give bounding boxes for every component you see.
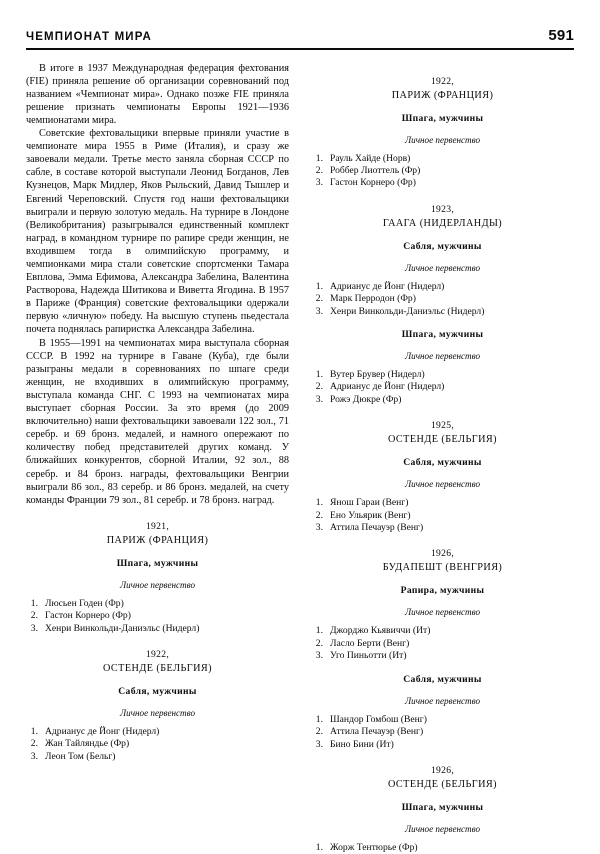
result-name: Шандор Гомбош (Венг) — [330, 713, 427, 725]
result-rank: 1. — [315, 369, 323, 381]
result-rank: 3. — [30, 622, 38, 634]
result-row — [311, 177, 574, 189]
weapon-heading: Сабля, мужчины — [403, 673, 482, 685]
results-list — [311, 369, 574, 406]
result-row — [311, 650, 574, 662]
results-list — [311, 281, 574, 318]
event-city: ГААГА (НИДЕРЛАНДЫ) — [382, 217, 503, 229]
result-row — [311, 726, 574, 738]
result-rank: 2. — [315, 381, 323, 393]
two-column-body — [26, 62, 574, 854]
result-rank: 3. — [315, 177, 323, 189]
body-paragraph: В 1955—1991 на чемпионатах мира выступала сборная СССР. В 1992 на турнире в Гаване (Куба), где были разыграны медали в соревнованиях по шпаге среди женщин, не входивших в олимпийскую программу, выступала команда СНГ. С 1993 на чемпионатах мира выступает сборная России. За это время (до 2009 включительно) наши фехтовальщики завоевали 122 зол., 71 серебр. и 69 бронз. медалей, и намного опережают по количеству побед представителей других команд. У ближайших конкурентов, сборной Италии, 92 зол., 88 серебр. и 84 бронз. награды, фехтовальщики Венгрии выиграли 86 зол., 83 серебр. и 86 бронз. медалей, на счету команды Франции 79 зол., 81 серебр. и 78 бронз. наград. — [26, 337, 289, 506]
result-row — [311, 165, 574, 177]
result-row — [311, 497, 574, 509]
result-name: Джорджо Кьявиччи (Ит) — [330, 625, 431, 637]
weapon-heading: Шпага, мужчины — [401, 801, 484, 813]
result-rank: 3. — [315, 738, 323, 750]
results-list — [311, 625, 574, 662]
result-name: Жан Тайляндье (Фр) — [45, 738, 130, 750]
event-year: 1922, — [430, 75, 455, 87]
contest-type-heading: Личное первенство — [404, 262, 480, 273]
result-row — [311, 293, 574, 305]
result-name: Аттила Печауэр (Венг) — [330, 522, 424, 534]
result-name: Аттила Печауэр (Венг) — [330, 726, 424, 738]
event-city: ОСТЕНДЕ (БЕЛЬГИЯ) — [103, 663, 212, 674]
event-year: 1922, — [145, 649, 170, 660]
event-heading — [311, 548, 574, 574]
contest-type-heading: Личное первенство — [404, 351, 480, 362]
result-rank: 2. — [30, 738, 38, 750]
result-row — [311, 369, 574, 381]
contest-type-heading: Личное первенство — [404, 479, 480, 490]
result-rank: 3. — [315, 650, 323, 662]
result-name: Леон Том (Бельг) — [45, 750, 116, 762]
result-name: Уго Пиньотти (Ит) — [330, 650, 407, 662]
result-name: Гастон Корнеро (Фр) — [45, 610, 131, 622]
result-rank: 1. — [315, 497, 323, 509]
results-list — [26, 598, 289, 635]
result-rank: 2. — [315, 726, 323, 738]
result-row — [26, 598, 289, 610]
page-number: 591 — [548, 27, 574, 44]
result-name: Рауль Хайде (Норв) — [330, 152, 411, 164]
result-name: Роббер Лиоттель (Фр) — [330, 165, 421, 176]
result-rank: 1. — [30, 597, 38, 609]
event-city: ПАРИЖ (ФРАНЦИЯ) — [391, 89, 494, 101]
weapon-heading: Сабля, мужчины — [403, 240, 482, 252]
result-row — [26, 738, 289, 750]
event-year: 1926, — [430, 764, 455, 776]
result-row — [311, 522, 574, 534]
results-list — [311, 842, 574, 854]
result-name: Жорж Тентюрье (Фр) — [330, 841, 418, 853]
result-rank: 3. — [30, 750, 38, 762]
result-rank: 1. — [315, 152, 323, 164]
result-name: Рожэ Дюкре (Фр) — [330, 393, 402, 405]
result-row — [311, 625, 574, 637]
event-city: ОСТЕНДЕ (БЕЛЬГИЯ) — [388, 434, 497, 446]
result-rank: 3. — [315, 393, 323, 405]
result-rank: 2. — [315, 165, 323, 176]
contest-type-heading: Личное первенство — [404, 695, 480, 706]
contest-type-heading: Личное первенство — [119, 579, 195, 590]
event-year: 1926, — [430, 548, 455, 560]
result-name: Хенри Винкольди-Даниэльс (Нидерл) — [330, 305, 485, 317]
result-name: Ено Ульярик (Венг) — [330, 509, 411, 521]
result-rank: 1. — [30, 726, 38, 737]
contest-type-heading: Личное первенство — [404, 607, 480, 618]
result-name: Вутер Брувер (Нидерл) — [330, 369, 425, 381]
result-row — [26, 751, 289, 763]
event-year: 1921, — [145, 520, 170, 532]
results-list — [311, 153, 574, 190]
result-row — [26, 623, 289, 635]
result-rank: 1. — [315, 713, 323, 725]
right-column — [311, 62, 574, 854]
weapon-heading: Рапира, мужчины — [400, 585, 485, 597]
event-city: БУДАПЕШТ (ВЕНГРИЯ) — [382, 562, 503, 574]
event-city: ПАРИЖ (ФРАНЦИЯ) — [106, 534, 209, 546]
header-divider — [26, 48, 574, 50]
result-row — [311, 153, 574, 165]
weapon-heading: Шпага, мужчины — [116, 557, 199, 569]
result-row — [311, 394, 574, 406]
event-heading — [26, 649, 289, 675]
result-row — [311, 281, 574, 293]
result-rank: 2. — [315, 509, 323, 521]
body-paragraph: В итоге в 1937 Международная федерация фехтования (FIE) приняла решение об организации соревнований под названием «Чемпионат мира». Однако позже FIE приняла решение признать чемпионаты Европы 1921—1936 чемпионатами мира. — [26, 62, 289, 126]
result-name: Гастон Корнеро (Фр) — [330, 177, 416, 189]
result-row — [311, 510, 574, 522]
weapon-heading: Сабля, мужчины — [118, 686, 197, 697]
event-heading — [26, 521, 289, 547]
result-row — [311, 638, 574, 650]
result-name: Марк Перродон (Фр) — [330, 293, 416, 305]
result-rank: 1. — [315, 841, 323, 853]
event-city: ОСТЕНДЕ (БЕЛЬГИЯ) — [388, 778, 497, 790]
result-name: Адрианус де Йонг (Нидерл) — [330, 280, 445, 292]
result-rank: 1. — [315, 625, 323, 637]
result-rank: 3. — [315, 305, 323, 317]
contest-type-heading: Личное первенство — [404, 823, 480, 834]
body-paragraph: Советские фехтовальщики впервые приняли участие в чемпионате мира 1955 в Риме (Италия), и сразу же завоевали медали. Третье место заняла сборная СССР по сабле, в составе которой выступали Леонид Богданов, Лев Кузнецов, Марк Мидлер, Яков Рыльский, Давид Тышлер и Евгений Череповский. Спустя год наши фехтовальщики выиграли и первую золотую медаль. На турнире в Лондоне (Великобритания) разыгрывался единственный комплект наград, в командном турнире по рапире среди женщин, не входившем тогда в олимпийскую программу, и чемпионками мира стали советские спортсменки Тамара Евплова, Эмма Ефимова, Александра Забелина, Валентина Растворова, Надежда Шитикова и Виветта Ягодина. В 1957 в Париже (Франция) советские фехтовальщики одержали первую «личную» победу. На высшую ступень пьедестала почета поднялась рапиристка Александра Забелина. — [26, 128, 289, 336]
left-column — [26, 62, 289, 764]
result-name: Ласло Берти (Венг) — [330, 637, 410, 649]
result-row — [311, 739, 574, 751]
contest-type-heading: Личное первенство — [119, 708, 195, 718]
page-title: ЧЕМПИОНАТ МИРА — [26, 30, 152, 43]
contest-type-heading: Личное первенство — [404, 134, 480, 145]
result-row — [311, 842, 574, 854]
result-name: Янош Гараи (Венг) — [330, 497, 409, 509]
running-head — [26, 28, 574, 46]
results-list — [311, 714, 574, 751]
event-heading — [311, 76, 574, 102]
event-heading — [311, 765, 574, 791]
result-row — [311, 381, 574, 393]
result-name: Адрианус де Йонг (Нидерл) — [330, 381, 445, 393]
results-list — [26, 726, 289, 763]
result-row — [26, 726, 289, 738]
result-rank: 2. — [315, 637, 323, 649]
result-row — [311, 714, 574, 726]
result-rank: 3. — [315, 522, 323, 534]
results-list — [311, 497, 574, 534]
result-name: Адрианус де Йонг (Нидерл) — [45, 726, 160, 737]
result-row — [311, 306, 574, 318]
result-rank: 1. — [315, 280, 323, 292]
weapon-heading: Шпага, мужчины — [401, 329, 484, 341]
result-rank: 2. — [315, 293, 323, 305]
weapon-heading: Сабля, мужчины — [403, 457, 482, 469]
result-name: Хенри Винкольди-Даниэльс (Нидерл) — [45, 622, 200, 634]
result-name: Люсьен Годен (Фр) — [45, 597, 124, 609]
result-name: Бино Бини (Ит) — [330, 738, 394, 750]
event-year: 1925, — [430, 420, 455, 432]
result-row — [26, 610, 289, 622]
weapon-heading: Шпага, мужчины — [401, 112, 484, 124]
event-heading — [311, 420, 574, 446]
result-rank: 2. — [30, 610, 38, 622]
event-heading — [311, 204, 574, 230]
event-year: 1923, — [430, 203, 455, 215]
